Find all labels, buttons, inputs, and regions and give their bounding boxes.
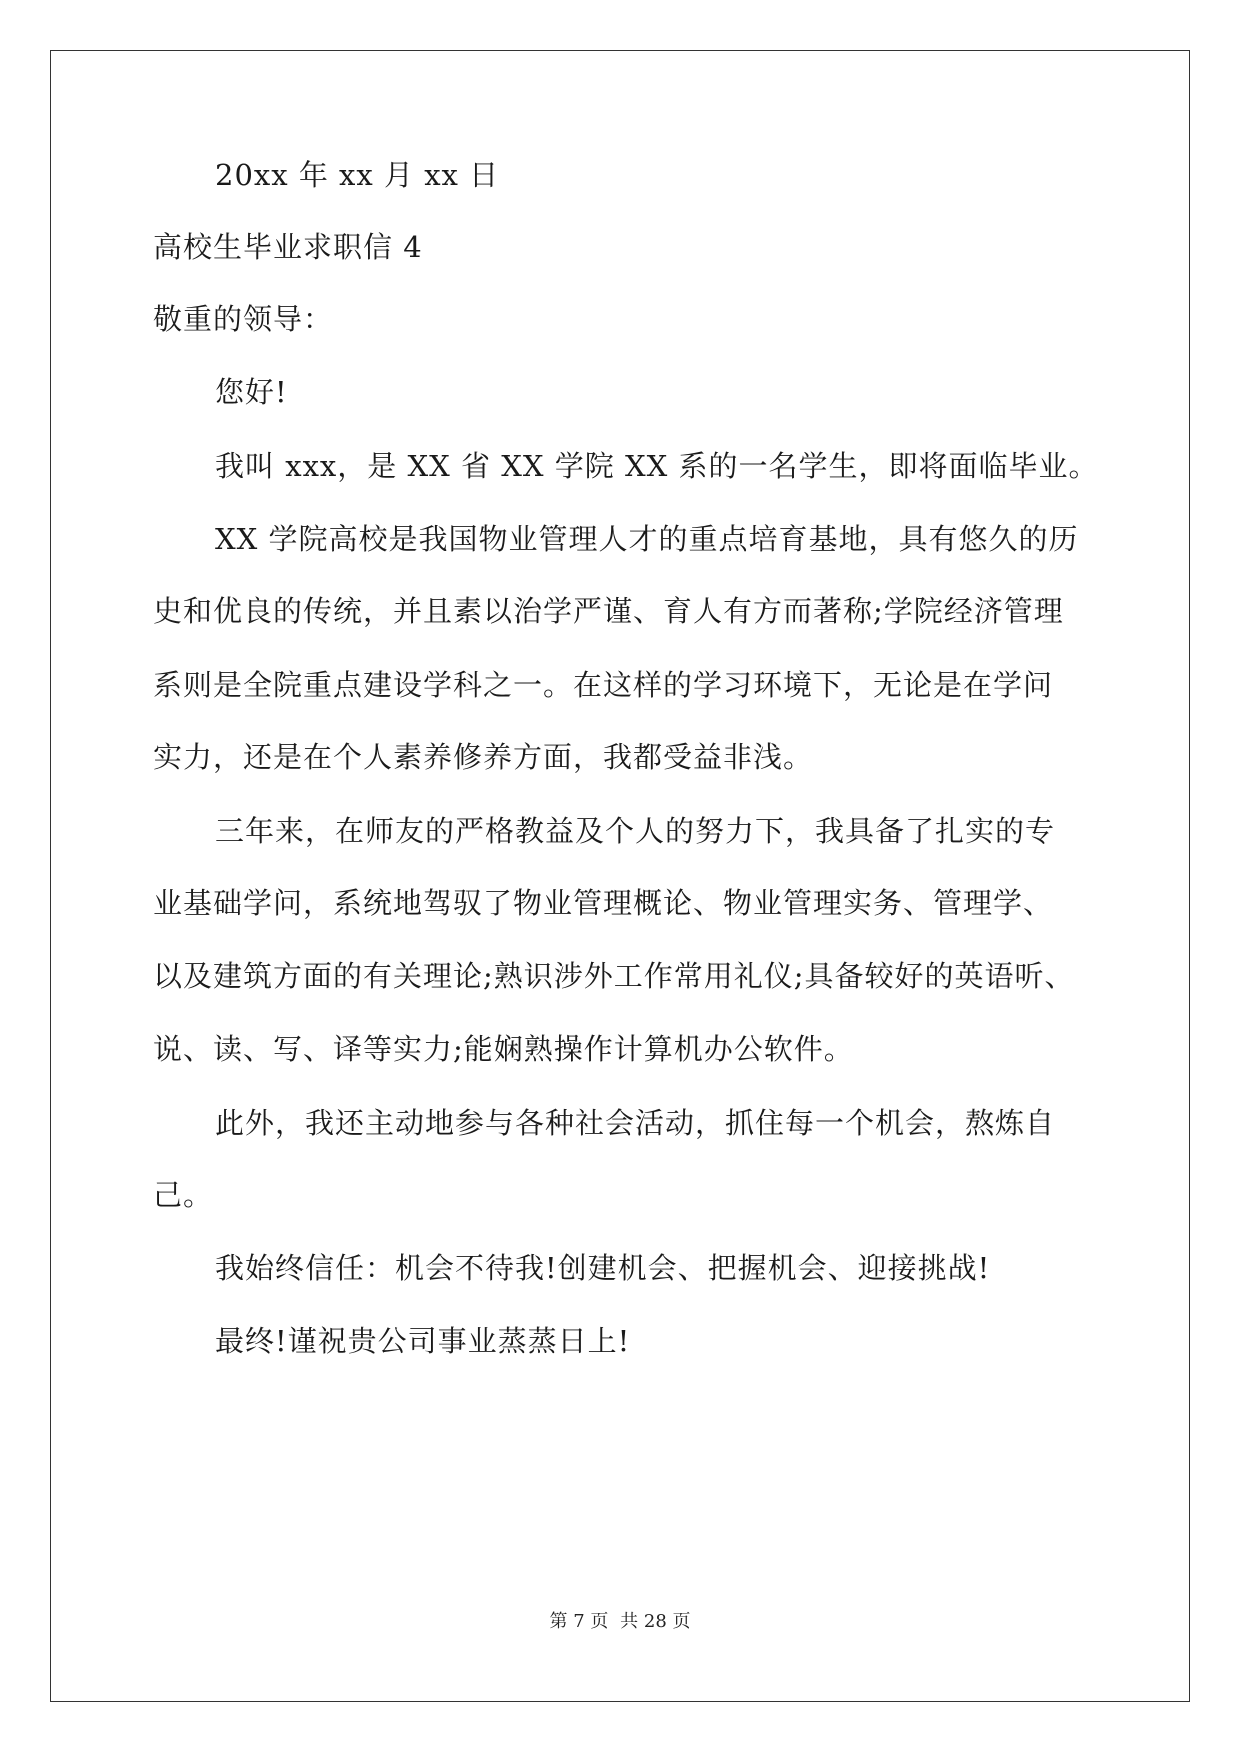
paragraph-line: 此外，我还主动地参与各种社会活动，抓住每一个机会，熬炼自 [215, 1106, 1056, 1140]
paragraph-line: 实力，还是在个人素养修养方面，我都受益非浅。 [153, 740, 814, 774]
paragraph-line: XX 学院高校是我国物业管理人才的重点培育基地，具有悠久的历 [215, 522, 1079, 556]
date-line: 20xx 年 xx 月 xx 日 [215, 158, 500, 192]
page-footer [51, 1613, 1189, 1631]
document-body [51, 51, 1189, 1701]
letter-title: 高校生毕业求职信 4 [153, 230, 423, 264]
page-number: 第 7 页 [549, 1611, 609, 1632]
page-total: 共 28 页 [620, 1611, 691, 1632]
paragraph-line: 业基础学问，系统地驾驭了物业管理概论、物业管理实务、管理学、 [153, 886, 1054, 920]
paragraph-line: 系则是全院重点建设学科之一。在这样的学习环境下，无论是在学问 [153, 668, 1054, 702]
paragraph-line: 我叫 xxx，是 XX 省 XX 学院 XX 系的一名学生，即将面临毕业。 [215, 449, 1099, 483]
paragraph-line: 己。 [153, 1178, 214, 1212]
paragraph-line: 三年来，在师友的严格教益及个人的努力下，我具备了扎实的专 [215, 814, 1056, 848]
closing-line: 最终!谨祝贵公司事业蒸蒸日上! [215, 1324, 631, 1358]
salutation: 敬重的领导： [153, 302, 334, 336]
paragraph-line: 说、读、写、译等实力;能娴熟操作计算机办公软件。 [153, 1032, 854, 1066]
greeting: 您好! [215, 375, 288, 409]
paragraph-line: 史和优良的传统，并且素以治学严谨、育人有方而著称;学院经济管理 [153, 594, 1064, 628]
page-frame [50, 50, 1190, 1702]
paragraph-line: 以及建筑方面的有关理论;熟识涉外工作常用礼仪;具备较好的英语听、 [153, 959, 1075, 993]
paragraph-line: 我始终信任：机会不待我!创建机会、把握机会、迎接挑战! [215, 1251, 991, 1285]
